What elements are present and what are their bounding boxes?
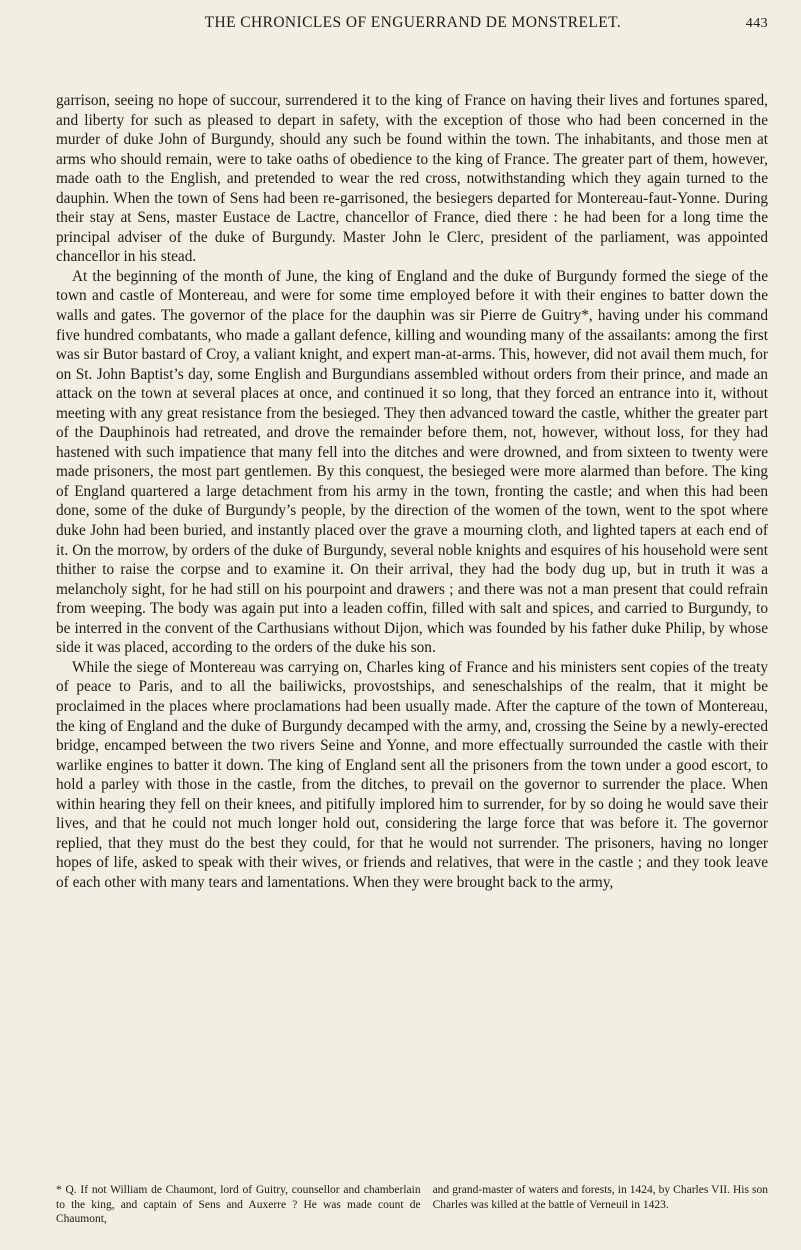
page-number: 443 <box>745 16 768 31</box>
footnote-column-1: * Q. If not William de Chaumont, lord of Guitry, counsellor and chamberlain to the king, and captain of Sens and Auxerre ? He was made count de Chaumont, <box>56 1184 421 1225</box>
footnote-column-2: and grand-master of waters and forests, in 1424, by Charles VII. His son Charles was killed at the battle of Verneuil in 1423. <box>432 1184 768 1211</box>
paragraph-2: At the beginning of the month of June, the king of England and the duke of Burgundy formed the siege of the town and castle of Montereau, and were for some time employed before it with their engines to batter down the walls and gates. The governor of the place for the dauphin was sir Pierre de Guitry*, having under his command five hundred combatants, who made a gallant defence, killing and wounding many of the assailants: among the first was sir Butor bastard of Croy, a valiant knight, and expert man-at-arms. This, however, did not avail them much, for on St. John Baptist’s day, some English and Burgundians assembled without orders from their prince, and made an attack on the town at several places at once, and continued it so long, that they forced an entrance into it, without meeting with any great resistance from the besieged. They then advanced toward the castle, whither the greater part of the Dauphinois had retreated, and drove the remainder before them, not, however, without loss, for they had hastened with such impatience that many fell into the ditches and were drowned, and from sixteen to twenty were made prisoners, the most part gentlemen. By this conquest, the besieged were more alarmed than before. The king of England quartered a large detachment from his army in the town, fronting the castle; and when this had been done, some of the duke of Burgundy’s people, by the direction of the women of the town, went to the spot where duke John had been buried, and instantly placed over the grave a mourning cloth, and lighted tapers at each end of it. On the morrow, by orders of the duke of Burgundy, several noble knights and esquires of his household were sent thither to raise the corpse and to examine it. On their arrival, they had the body dug up, but in truth it was a melancholy sight, for he had still on his pourpoint and drawers ; and there was not a man present that could refrain from weeping. The body was again put into a leaden coffin, filled with salt and spices, and carried to Burgundy, to be interred in the convent of the Carthusians without Dijon, which was founded by his father duke Philip, by whose side it was placed, according to the orders of the duke his son. <box>56 267 768 657</box>
running-title: THE CHRONICLES OF ENGUERRAND DE MONSTRELET. <box>204 14 622 31</box>
paragraph-1: garrison, seeing no hope of succour, surrendered it to the king of France on having their lives and fortunes spared, and liberty for such as pleased to depart in safety, with the exception of those who had been concerned in the murder of duke John of Burgundy, should any such be found within the town. The inhabitants, and those men at arms who should remain, were to take oaths of obedience to the king of France. The greater part of them, however, made oath to the English, and pretended to wear the red cross, notwithstanding which they again turned to the dauphin. When the town of Sens had been re-garrisoned, the besiegers departed for Montereau-faut-Yonne. During their stay at Sens, master Eustace de Lactre, chancellor of France, died there : he had been for a long time the principal adviser of the duke of Burgundy. Master John le Clerc, president of the parliament, was appointed chancellor in his stead. <box>56 92 768 266</box>
main-text <box>56 91 768 892</box>
book-page <box>56 14 768 892</box>
footnote <box>56 1183 768 1227</box>
running-header <box>56 14 768 46</box>
paragraph-3: While the siege of Montereau was carrying on, Charles king of France and his ministers sent copies of the treaty of peace to Paris, and to all the bailiwicks, provostships, and seneschalships of the realm, that it might be proclaimed in the places where proclamations had been usually made. After the capture of the town of Montereau, the king of England and the duke of Burgundy decamped with the army, and, crossing the Seine by a newly-erected bridge, encamped between the two rivers Seine and Yonne, and more effectually surrounded the castle with their warlike engines to batter it down. The king of England sent all the prisoners from the town under a good escort, to hold a parley with those in the castle, from the ditches, to prevail on the governor to surrender the place. When within hearing they fell on their knees, and pitifully implored him to surrender, for by so doing he would save their lives, and that he could not much longer hold out, considering the large force that was before it. The governor replied, that they must do the best they could, for that he would not surrender. The prisoners, having no longer hopes of life, asked to speak with their wives, or friends and relatives, that were in the castle ; and they took leave of each other with many tears and lamentations. When they were brought back to the army, <box>56 658 768 891</box>
